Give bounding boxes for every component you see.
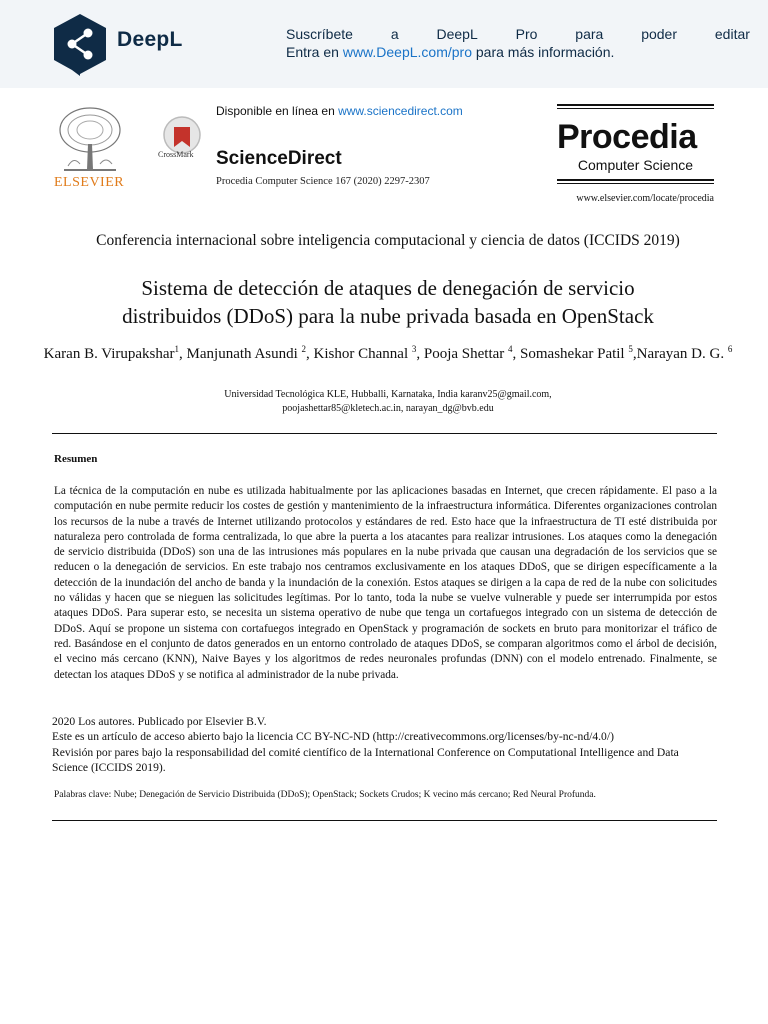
banner-info-line xyxy=(286,44,614,60)
procedia-top-rule xyxy=(557,104,714,106)
availability-line xyxy=(216,104,463,118)
author-affiliation-mark: 5 xyxy=(628,344,633,354)
procedia-logo xyxy=(557,104,714,184)
journal-url[interactable]: www.elsevier.com/locate/procedia xyxy=(576,193,714,204)
abstract-heading: Resumen xyxy=(54,453,98,465)
banner-info-suffix: para más información. xyxy=(472,44,615,60)
procedia-subtitle: Computer Science xyxy=(577,157,694,173)
affiliation-block xyxy=(40,388,736,416)
copyright-line: 2020 Los autores. Publicado por Elsevier B.V. xyxy=(52,715,267,728)
banner-word: editar xyxy=(714,26,750,42)
procedia-top-rule-thin xyxy=(557,108,714,109)
author-list: Karan B. Virupakshar$^1$, Manjunath Asundi $^2$, Kishor Channal $^3$, Pooja Shettar $^4$, Somashekar Patil $^5$,Narayan D. G. $^6$ xyxy=(43,344,733,362)
sciencedirect-title: ScienceDirect xyxy=(216,148,342,169)
journal-citation: Procedia Computer Science 167 (2020) 2297-2307 xyxy=(216,176,430,187)
author-affiliation-mark: 1 xyxy=(174,344,180,354)
banner-info-prefix: Entra en xyxy=(286,44,343,60)
paper-title-line: Sistema de detección de ataques de denegación de servicio xyxy=(141,276,635,300)
banner-word: poder xyxy=(641,26,678,42)
banner-word: para xyxy=(575,26,604,42)
license-prefix: Este es un artículo de acceso abierto bajo la licencia CC BY-NC-ND ( xyxy=(52,730,377,744)
sciencedirect-link[interactable]: www.sciencedirect.com xyxy=(338,104,463,118)
author-name: Kishor Channal xyxy=(313,346,412,362)
procedia-name: Procedia xyxy=(557,118,697,156)
conference-name: Conferencia internacional sobre inteligencia computacional y ciencia de datos (ICCIDS 2019) xyxy=(96,232,680,249)
author-affiliation-mark: 3 xyxy=(411,344,417,354)
affiliation-line: Universidad Tecnológica KLE, Hubballi, Karnataka, India karanv25@gmail.com, xyxy=(224,389,552,400)
paper-title xyxy=(40,274,736,330)
license-suffix: ) xyxy=(610,730,614,744)
keywords-line: Palabras clave: Nube; Denegación de Servicio Distribuida (DDoS); OpenStack; Sockets Crudos; K vecino más cercano; Red Neural Profunda. xyxy=(54,790,596,800)
author-name: Somashekar Patil xyxy=(520,346,629,362)
banner-word: DeepL xyxy=(436,26,478,42)
author-name: Karan B. Virupakshar xyxy=(43,346,175,362)
author-affiliation-mark: 6 xyxy=(727,344,733,354)
copyright-block xyxy=(52,714,717,775)
license-line xyxy=(52,729,717,744)
paper-title-line: distribuidos (DDoS) para la nube privada basada en OpenStack xyxy=(122,304,654,328)
author-affiliation-mark: 4 xyxy=(508,344,513,354)
section-divider xyxy=(52,820,717,821)
banner-word: a xyxy=(390,26,399,42)
deepl-brand-name[interactable]: DeepL xyxy=(117,28,183,51)
availability-prefix: Disponible en línea en xyxy=(216,104,339,118)
procedia-bottom-rule-thin xyxy=(557,183,714,184)
crossmark-label: CrossMark xyxy=(158,150,194,159)
deepl-pro-link[interactable]: www.DeepL.com/pro xyxy=(342,44,472,60)
author-name: Narayan D. G. xyxy=(636,346,728,362)
elsevier-wordmark: ELSEVIER xyxy=(54,175,125,190)
elsevier-tree-icon xyxy=(54,104,126,176)
section-divider xyxy=(52,433,717,434)
affiliation-line: poojashettar85@kletech.ac.in, narayan_dg@bvb.edu xyxy=(282,403,494,414)
author-name: Manjunath Asundi xyxy=(186,346,302,362)
author-name: Pooja Shettar xyxy=(423,346,509,362)
peer-review-line: Revisión por pares bajo la responsabilidad del comité científico de la International Conference on Computational Intelligence and Data Science (ICCIDS 2019). xyxy=(52,745,679,774)
procedia-bottom-rule xyxy=(557,179,714,181)
banner-promo-line xyxy=(286,26,750,42)
license-link[interactable]: http://creativecommons.org/licenses/by-nc-nd/4.0/ xyxy=(376,730,611,744)
banner-word: Suscríbete xyxy=(286,26,353,42)
author-affiliation-mark: 2 xyxy=(301,344,307,354)
deepl-banner xyxy=(0,0,768,88)
deepl-logo-icon[interactable] xyxy=(52,12,108,76)
abstract-text: La técnica de la computación en nube es utilizada habitualmente por las aplicaciones basadas en Internet, que crecen rápidamente. El paso a la computación en nube permite reducir los costes de gestión y mantenimiento de la infraestructura informática. Diferentes organizaciones controlan los recursos de la nube a través de Internet utilizando protocolos y estándares de red. Esto hace que la infraestructura de TI esté distribuida por naturaleza pero controlada de forma centralizada, lo que abre la puerta a los atacantes para realizar intrusiones. Los ataques como la denegación de servicio distribuida (DDoS) son una de las intrusiones más populares en la nube privada que causan una degradación de los servicios que se reducen o la denegación de servicios. En este trabajo nos centramos exclusivamente en los ataques DDoS, que se dirigen específicamente a la detección de la inundación del ancho de banda y la inundación de la conexión. Estos ataques se dirigen a la capa de red de la nube con solicitudes no válidas y hacen que se nieguen las solicitudes legítimas. Por lo tanto, toda la nube se vuelve vulnerable y puede ser interrumpida por estos ataques DDoS. Para superar esto, se necesita un sistema operativo de nube que tenga un cortafuegos integrado con un sistema de detección de DDoS. Aquí se propone un sistema con cortafuegos integrado en OpenStack y programación de sockets en bruto para monitorizar el tráfico de red. Basándose en el conjunto de datos generados en un entorno controlado de ataques DDoS, se comparan algoritmos como el árbol de decisión, el vecino más cercano (KNN), Naive Bayes y los algoritmos de redes neuronales profundas (DNN) con el modelo entrenado. Finalmente, se detectan los ataques DDoS y se notifica al administrador de la nube privada. xyxy=(54,485,717,681)
banner-word: Pro xyxy=(515,26,538,42)
